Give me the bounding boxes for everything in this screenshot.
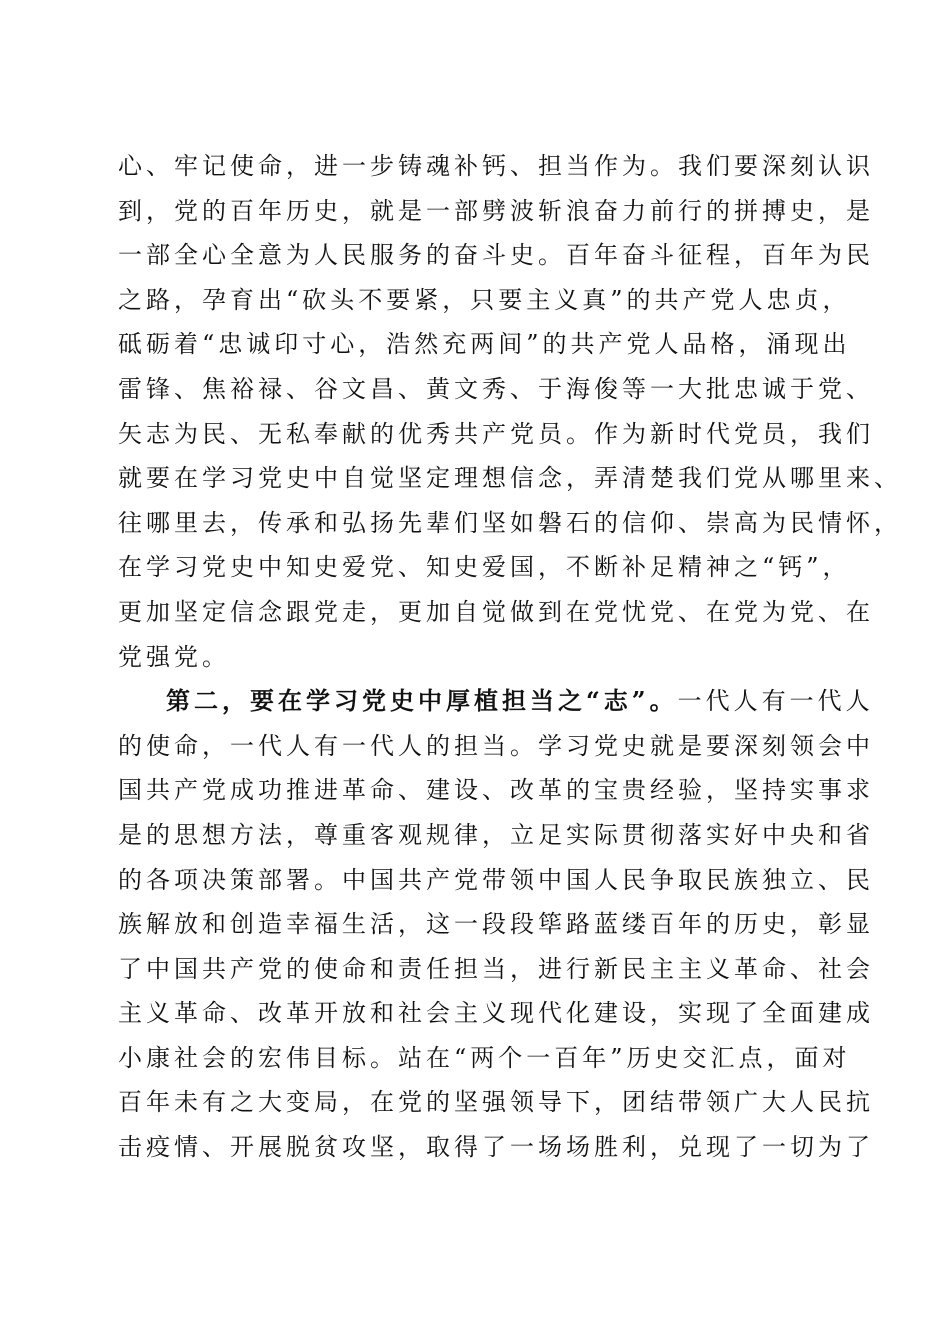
paragraph-line: 就要在学习党史中自觉坚定理想信念，弄清楚我们党从哪里来、 bbox=[118, 464, 902, 493]
paragraph-line: 是的思想方法，尊重客观规律，立足实际贯彻落实好中央和省 bbox=[118, 820, 874, 849]
paragraph-line: 矢志为民、无私奉献的优秀共产党员。作为新时代党员，我们 bbox=[118, 419, 874, 448]
paragraph-line: 主义革命、改革开放和社会主义现代化建设，实现了全面建成 bbox=[118, 999, 874, 1028]
paragraph-line: 到，党的百年历史，就是一部劈波斩浪奋力前行的拼搏史，是 bbox=[118, 196, 874, 225]
paragraph-line: 往哪里去，传承和弘扬先辈们坚如磐石的信仰、崇高为民情怀， bbox=[118, 508, 902, 537]
paragraph-line: 心、牢记使命，进一步铸魂补钙、担当作为。我们要深刻认识 bbox=[118, 152, 874, 180]
paragraph-line: 的使命，一代人有一代人的担当。学习党史就是要深刻领会中 bbox=[118, 731, 874, 760]
paragraph-line: 一部全心全意为人民服务的奋斗史。百年奋斗征程，百年为民 bbox=[118, 241, 874, 270]
paragraph-line: 更加坚定信念跟党走，更加自觉做到在党忧党、在党为党、在 bbox=[118, 597, 874, 626]
paragraph-line: 在学习党史中知史爱党、知史爱国，不断补足精神之“钙”， bbox=[118, 553, 851, 582]
paragraph-line: 砥砺着“忠诚印寸心，浩然充两间”的共产党人品格，涌现出 bbox=[118, 330, 851, 359]
paragraph-line: 了中国共产党的使命和责任担当，进行新民主主义革命、社会 bbox=[118, 954, 874, 983]
paragraph-line: 小康社会的宏伟目标。站在“两个一百年”历史交汇点，面对 bbox=[118, 1043, 851, 1072]
paragraph-line: 党强党。 bbox=[118, 642, 230, 671]
body-text bbox=[118, 144, 902, 1170]
paragraph-line: 之路，孕育出“砍头不要紧，只要主义真”的共产党人忠贞， bbox=[118, 285, 851, 314]
paragraph-line: 族解放和创造幸福生活，这一段段筚路蓝缕百年的历史，彰显 bbox=[118, 910, 874, 939]
second-point-first-line-text: 一代人有一代人 bbox=[677, 687, 874, 716]
second-point-first-line bbox=[118, 679, 874, 724]
paragraph-line: 击疫情、开展脱贫攻坚，取得了一场场胜利，兑现了一切为了 bbox=[118, 1133, 874, 1162]
second-point-heading: 第二，要在学习党史中厚植担当之“志”。 bbox=[166, 686, 678, 716]
paragraph-line: 雷锋、焦裕禄、谷文昌、黄文秀、于海俊等一大批忠诚于党、 bbox=[118, 374, 874, 403]
paragraph-line: 国共产党成功推进革命、建设、改革的宝贵经验，坚持实事求 bbox=[118, 776, 874, 805]
paragraph-line: 的各项决策部署。中国共产党带领中国人民争取民族独立、民 bbox=[118, 865, 874, 894]
paragraph-line: 百年未有之大变局，在党的坚强领导下，团结带领广大人民抗 bbox=[118, 1088, 874, 1117]
